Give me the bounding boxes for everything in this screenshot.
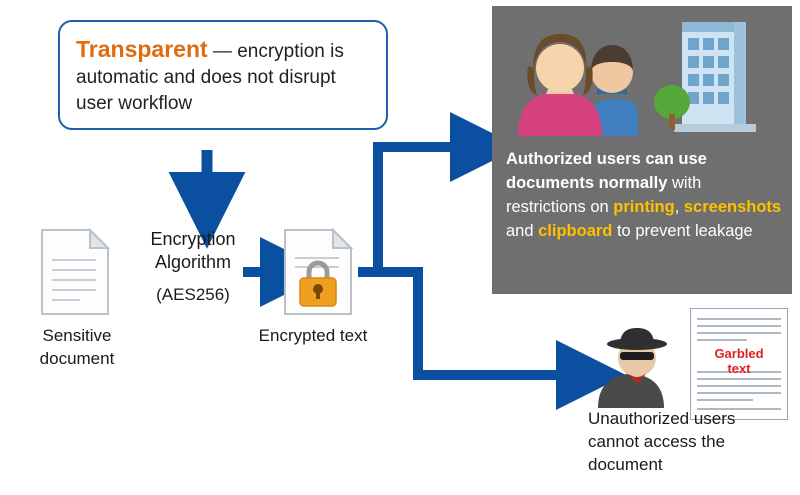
unauthorized-line-3: document <box>588 454 663 474</box>
encrypted-document-icon <box>283 228 353 316</box>
unauthorized-users-label <box>588 408 800 477</box>
authorized-users-panel <box>492 6 792 294</box>
unauthorized-line-1: Unauthorized users <box>588 409 736 428</box>
garbled-document-icon <box>690 308 788 420</box>
callout-line-2: automatic and does not disrupt <box>76 67 336 89</box>
panel-tail-text: to prevent leakage <box>612 221 753 240</box>
panel-sep-2: and <box>506 221 539 240</box>
panel-sep-1: , <box>674 197 684 216</box>
encryption-algorithm-label <box>128 228 258 275</box>
garbled-line-2: text <box>727 360 751 376</box>
callout-rest: — encryption is <box>207 41 344 62</box>
unauthorized-line-2: cannot access the <box>588 431 726 451</box>
sensitive-label-line-1: Sensitive <box>42 326 112 345</box>
callout-keyword: Transparent <box>76 36 208 62</box>
authorized-users-text <box>506 148 782 244</box>
garbled-line-1: Garbled <box>714 346 764 361</box>
arrow-to-authorized <box>358 147 462 272</box>
encrypted-text-label: Encrypted text <box>258 326 368 345</box>
panel-mid-text: with restrictions on <box>506 173 702 216</box>
algorithm-line-2: Algorithm <box>154 252 232 273</box>
panel-bold-text: Authorized users can use documents normally <box>506 150 707 192</box>
callout-box <box>58 20 388 130</box>
callout-line-3: user workflow <box>76 92 193 114</box>
garbled-text-label <box>691 347 787 377</box>
sensitive-document-label <box>12 325 142 371</box>
callout-line-1 <box>76 34 370 65</box>
sensitive-label-line-2: document <box>39 348 115 368</box>
office-building-icon <box>652 16 778 142</box>
panel-highlight-printing: printing <box>613 197 675 216</box>
panel-highlight-screenshots: screenshots <box>683 197 782 216</box>
document-icon <box>40 228 110 316</box>
algorithm-detail-label: (AES256) <box>156 285 230 304</box>
panel-highlight-clipboard: clipboard <box>538 221 613 240</box>
spy-icon <box>592 318 682 408</box>
algorithm-line-1: Encryption <box>150 229 236 249</box>
people-icon <box>510 24 638 136</box>
